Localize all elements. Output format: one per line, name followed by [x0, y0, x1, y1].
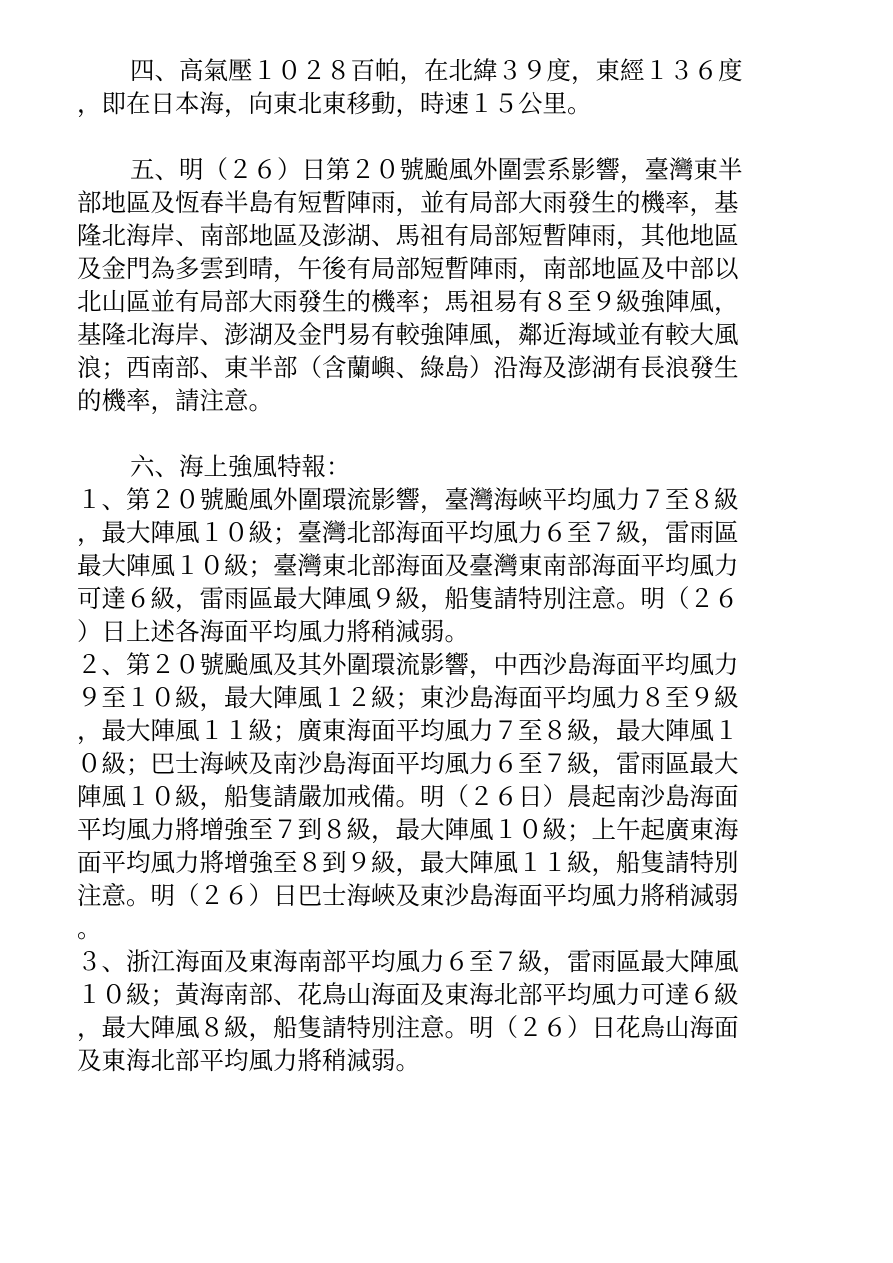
text-line: 陣風１０級，船隻請嚴加戒備。明（２６日）晨起南沙島海面 — [77, 782, 739, 811]
text-line: ，最大陣風８級，船隻請特別注意。明（２６）日花鳥山海面 — [77, 1013, 739, 1042]
text-line: 面平均風力將增強至８到９級，最大陣風１１級，船隻請特別 — [77, 848, 739, 877]
text-line: １０級；黃海南部、花鳥山海面及東海北部平均風力可達６級 — [77, 980, 739, 1009]
text-line: 北山區並有局部大雨發生的機率；馬祖易有８至９級強陣風， — [77, 287, 739, 316]
paragraph-five — [77, 153, 809, 417]
text-line: 注意。明（２６）日巴士海峽及東沙島海面平均風力將稍減弱 — [77, 881, 739, 910]
paragraph-gap — [77, 120, 809, 153]
text-line: ３、浙江海面及東海南部平均風力６至７級，雷雨區最大陣風 — [77, 947, 739, 976]
text-line: ）日上述各海面平均風力將稍減弱。 — [77, 617, 469, 646]
text-line: 浪；西南部、東半部（含蘭嶼、綠島）沿海及澎湖有長浪發生 — [77, 353, 739, 382]
warning-item-2 — [77, 648, 809, 945]
paragraph-four — [77, 54, 809, 120]
text-line: 及東海北部平均風力將稍減弱。 — [77, 1046, 420, 1075]
warning-item-3 — [77, 945, 809, 1077]
text-line: 部地區及恆春半島有短暫陣雨，並有局部大雨發生的機率，基 — [77, 188, 739, 217]
text-line: ０級；巴士海峽及南沙島海面平均風力６至７級，雷雨區最大 — [77, 749, 739, 778]
text-line: 五、明（２６）日第２０號颱風外圍雲系影響，臺灣東半 — [130, 155, 743, 184]
text-line: 及金門為多雲到晴，午後有局部短暫陣雨，南部地區及中部以 — [77, 254, 739, 283]
text-line: ２、第２０號颱風及其外圍環流影響，中西沙島海面平均風力 — [77, 650, 739, 679]
paragraph-gap — [77, 417, 809, 450]
text-line: ，即在日本海，向東北東移動，時速１５公里。 — [77, 89, 592, 118]
section-heading: 六、海上強風特報： — [130, 452, 351, 481]
text-line: 的機率，請注意。 — [77, 386, 273, 415]
text-line: 隆北海岸、南部地區及澎湖、馬祖有局部短暫陣雨，其他地區 — [77, 221, 739, 250]
document-body — [77, 54, 809, 1077]
text-line: 。 — [77, 914, 102, 943]
text-line: 平均風力將增強至７到８級，最大陣風１０級；上午起廣東海 — [77, 815, 739, 844]
text-line: 基隆北海岸、澎湖及金門易有較強陣風，鄰近海域並有較大風 — [77, 320, 739, 349]
text-line: １、第２０號颱風外圍環流影響，臺灣海峽平均風力７至８級 — [77, 485, 739, 514]
text-line: 可達６級，雷雨區最大陣風９級，船隻請特別注意。明（２６ — [77, 584, 739, 613]
text-line: 最大陣風１０級；臺灣東北部海面及臺灣東南部海面平均風力 — [77, 551, 739, 580]
text-line: ，最大陣風１１級；廣東海面平均風力７至８級，最大陣風１ — [77, 716, 739, 745]
warning-item-1 — [77, 483, 809, 648]
text-line: ，最大陣風１０級；臺灣北部海面平均風力６至７級，雷雨區 — [77, 518, 739, 547]
text-line: 四、高氣壓１０２８百帕，在北緯３９度，東經１３６度 — [130, 56, 743, 85]
text-line: ９至１０級，最大陣風１２級；東沙島海面平均風力８至９級 — [77, 683, 739, 712]
paragraph-six — [77, 450, 809, 1077]
